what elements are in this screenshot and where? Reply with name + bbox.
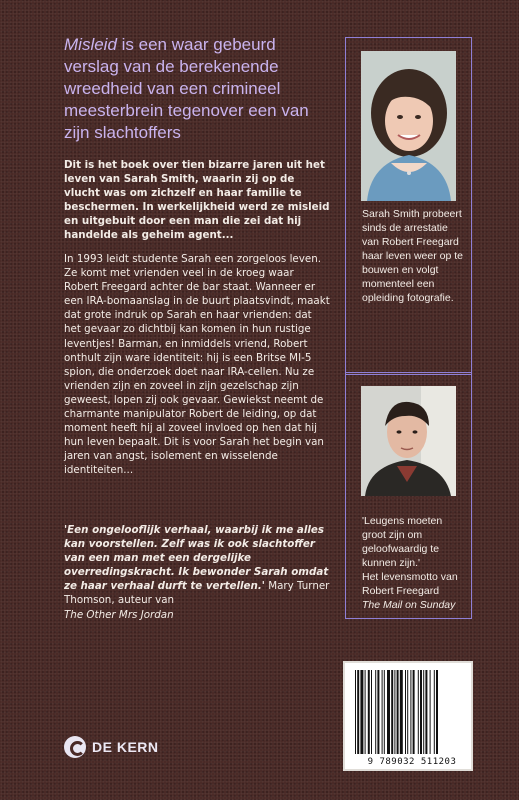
tagline-text: is een waar gebeurd verslag van de berekenende wreedheid van een crimineel meesterbrein tegenover een van zijn slachtoffers: [64, 35, 309, 142]
barcode: [343, 661, 473, 771]
motto-line: Het levensmotto van Robert Freegard: [362, 571, 458, 597]
motto-quote: 'Leugens moeten groot zijn om geloofwaardig te kunnen zijn.': [362, 515, 443, 569]
subject-photo: [361, 386, 456, 496]
barcode-bar: [410, 670, 411, 754]
barcode-bar: [355, 670, 356, 754]
isbn-number: 9 789032 511203: [367, 757, 457, 767]
barcode-bar: [394, 670, 395, 754]
barcode-bar: [397, 670, 399, 754]
subject-panel: [345, 372, 472, 619]
barcode-bar: [360, 670, 363, 754]
subject-caption: [362, 514, 467, 612]
barcode-bar: [377, 670, 379, 754]
barcode-bar: [368, 670, 370, 754]
barcode-bar: [391, 670, 393, 754]
barcode-bar: [405, 670, 406, 754]
barcode-bar: [407, 670, 408, 754]
publisher-logo-icon: [64, 736, 86, 758]
author-photo: [361, 51, 456, 201]
barcode-bar: [365, 670, 366, 754]
quote-author: Mary Turner Thomson, auteur van: [64, 580, 330, 607]
intro-paragraph: Dit is het boek over tien bizarre jaren uit het leven van Sarah Smith, waarin zij op de vlucht was om zichzelf en haar familie te beschermen. In werkelijkheid werd ze misleid en uitgebuit door een man die zei dat hij handelde als geheim agent...: [64, 159, 330, 242]
quote-text: 'Een ongelooflijk verhaal, waarbij ik me alles kan voorstellen. Zelf was ik ook slachtoffer van een man met een dergelijke overredingskracht. Ik bewonder Sarah omdat ze haar verhaal durft te vertellen.': [64, 524, 329, 593]
barcode-bar: [382, 670, 383, 754]
motto-source: The Mail on Sunday: [362, 599, 456, 611]
barcode-bar: [425, 670, 427, 754]
barcode-bar: [400, 670, 403, 754]
tagline: [64, 34, 326, 144]
barcode-bar: [375, 670, 376, 754]
barcode-bar: [420, 670, 422, 754]
barcode-bar: [434, 670, 435, 754]
barcode-bar: [436, 670, 438, 754]
publisher-name: DE KERN: [92, 739, 159, 755]
barcode-bar: [384, 670, 385, 754]
barcode-bar: [387, 670, 390, 754]
barcode-bars: [353, 670, 465, 754]
barcode-bar: [371, 670, 372, 754]
publisher-logo: [64, 736, 159, 758]
review-quote: [64, 523, 339, 622]
barcode-bar: [413, 670, 415, 754]
quote-book: The Other Mrs Jordan: [64, 608, 174, 621]
barcode-bar: [418, 670, 419, 754]
barcode-bar: [430, 670, 431, 754]
author-caption: Sarah Smith probeert sinds de arrestatie van Robert Freegard haar leven weer op te bouwen en volgt momenteel een opleiding fotografie.: [362, 208, 463, 304]
barcode-bar: [423, 670, 424, 754]
book-title: Misleid: [64, 35, 117, 54]
author-panel: [345, 37, 472, 375]
barcode-bar: [357, 670, 359, 754]
summary-paragraph: In 1993 leidt studente Sarah een zorgeloos leven. Ze komt met vrienden veel in de kroeg waar Robert Freegard achter de bar staat. Wanneer er een IRA-bomaanslag in de buurt plaatsvindt, maakt dat grote indruk op Sarah en haar vrienden: dat het gevaar zo dichtbij kan komen in hun rustige leventjes! Barman, en inmiddels vriend, Robert onthult zijn ware identiteit: hij is een Britse MI-5 spion, die onderzoek doet naar IRA-cellen. Nu ze vrienden zijn en zoveel in zijn gezelschap zijn geweest, lopen zij ook gevaar. Gewiekst neemt de charmante manipulator Robert de leiding, op dat moment heeft hij al zoveel invloed op hen dat hij hun leven bepaalt. Dit is voor Sarah het begin van jaren van angst, isolement en wisselende identiteiten...: [64, 253, 330, 477]
